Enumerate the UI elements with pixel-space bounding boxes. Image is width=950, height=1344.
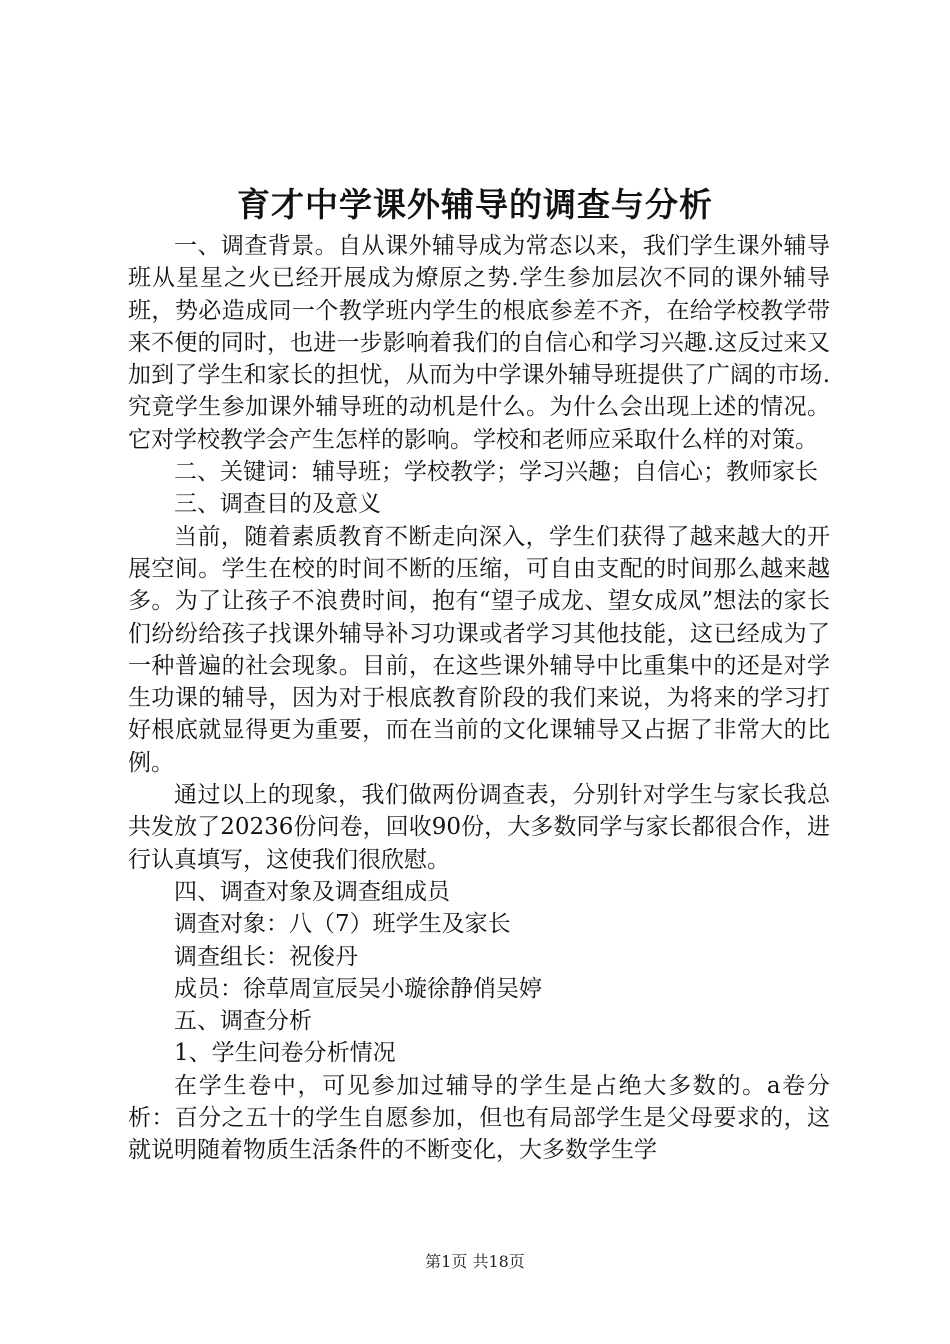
page-footer: 第1页 共18页 [425, 1252, 525, 1271]
paragraph-purpose: 当前，随着素质教育不断走向深入，学生们获得了越来越大的开展空间。学生在校的时间不断的压缩，可自由支配的时间那么越来越多。为了让孩子不浪费时间，抱有“望子成龙、望女成凤”想法的家长们纷纷给孩子找课外辅导补习功课或者学习其他技能，这已经成为了一种普遍的社会现象。目前，在这些课外辅导中比重集中的还是对学生功课的辅导，因为对于根底教育阶段的我们来说，为将来的学习打好根底就显得更为重要，而在当前的文化课辅导又占据了非常大的比例。 [128, 523, 830, 776]
section-heading-subjects: 四、调查对象及调查组成员 [174, 878, 450, 905]
paragraph-survey-subjects: 调查对象：八（7）班学生及家长 [174, 911, 511, 938]
document-body [128, 230, 830, 1167]
paragraph-student-analysis: 在学生卷中，可见参加过辅导的学生是占绝大多数的。a卷分析：百分之五十的学生自愿参加，但也有局部学生是父母要求的，这就说明随着物质生活条件的不断变化，大多数学生学 [128, 1072, 830, 1164]
subheading-student-questionnaire: 1、学生问卷分析情况 [174, 1040, 396, 1067]
document-title: 育才中学课外辅导的调查与分析 [237, 185, 713, 224]
paragraph-keywords: 二、关键词：辅导班；学校教学；学习兴趣；自信心；教师家长 [174, 459, 818, 486]
section-heading-purpose: 三、调查目的及意义 [174, 491, 381, 518]
paragraph-background: 一、调查背景。自从课外辅导成为常态以来，我们学生课外辅导班从星星之火已经开展成为燎原之势.学生参加层次不同的课外辅导班，势必造成同一个教学班内学生的根底参差不齐，在给学校教学带来不便的同时，也进一步影响着我们的自信心和学习兴趣.这反过来又加到了学生和家长的担忧，从而为中学课外辅导班提供了广阔的市场.究竟学生参加课外辅导班的动机是什么。为什么会出现上述的情况。它对学校教学会产生怎样的影响。学校和老师应采取什么样的对策。 [128, 233, 830, 453]
paragraph-team-members: 成员：徐草周宣辰吴小璇徐静俏吴婷 [174, 975, 542, 1002]
section-heading-analysis: 五、调查分析 [174, 1008, 312, 1035]
paragraph-team-leader: 调查组长：祝俊丹 [174, 943, 358, 970]
paragraph-survey-summary: 通过以上的现象，我们做两份调查表，分别针对学生与家长我总共发放了20236份问卷，回收90份，大多数同学与家长都很合作，进行认真填写，这使我们很欣慰。 [128, 782, 830, 873]
